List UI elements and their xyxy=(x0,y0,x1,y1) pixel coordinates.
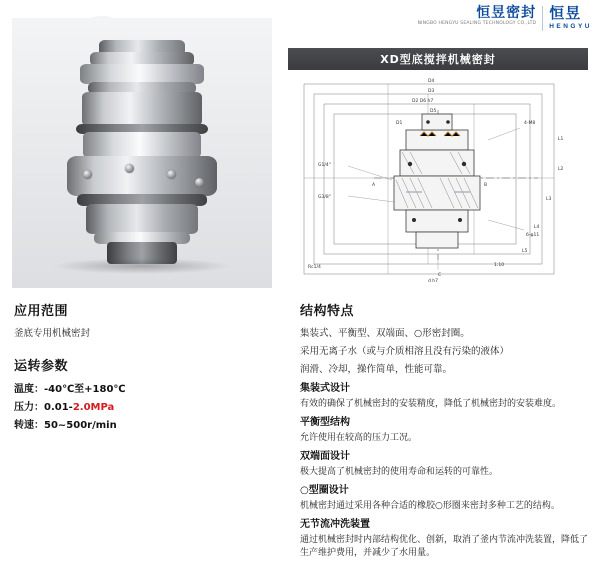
features-intro-line-1: 集装式、平衡型、双端面、○形密封圈。 xyxy=(300,328,470,339)
svg-text:D4: D4 xyxy=(428,79,435,84)
application-body: 釜底专用机械密封 xyxy=(14,328,91,339)
svg-text:6-φ11: 6-φ11 xyxy=(526,233,540,238)
parameter-row-speed xyxy=(14,418,282,433)
seal-bolt-icon xyxy=(83,170,92,179)
features-section xyxy=(300,300,590,562)
seal-bolt-icon xyxy=(167,170,176,179)
parameter-value-pressure-highlight: 2.0MPa xyxy=(72,402,115,413)
parameters-title: 运转参数 xyxy=(14,359,69,374)
svg-text:D1: D1 xyxy=(396,121,403,126)
svg-text:C: C xyxy=(438,273,442,278)
brand-cn-subtitle: NINGBO HENGYU SEALING TECHNOLOGY CO.,LTD xyxy=(417,21,537,26)
seal-part-lower-body xyxy=(86,204,198,234)
svg-text:L2: L2 xyxy=(558,167,564,172)
parameter-label-pressure: 压力： xyxy=(14,402,44,413)
parameter-label-temperature: 温度： xyxy=(14,384,44,395)
feature-body-cartridge: 有效的确保了机械密封的安装精度，降低了机械密封的安装难度。 xyxy=(300,399,562,409)
feature-head-no-throttle: 无节流冲洗装置 xyxy=(300,519,370,530)
svg-text:B: B xyxy=(484,183,488,188)
svg-text:G3/8": G3/8" xyxy=(318,195,331,200)
photo-shadow xyxy=(52,258,232,274)
parameter-row-temperature xyxy=(14,382,282,397)
technical-drawing xyxy=(288,70,588,288)
features-intro-line-3: 润滑、冷却，操作简单，性能可靠。 xyxy=(300,364,453,375)
drawing-title-bar: XD型底搅拌机械密封 xyxy=(288,48,588,70)
parameter-label-speed: 转速： xyxy=(14,420,44,431)
svg-text:D5: D5 xyxy=(430,109,437,114)
brand-logo-cn: 恒昱 xyxy=(549,4,582,22)
parameter-row-pressure xyxy=(14,400,282,415)
brand-chinese-block xyxy=(418,6,537,27)
feature-head-balanced: 平衡型结构 xyxy=(300,417,350,428)
svg-text:d h7: d h7 xyxy=(428,279,439,284)
svg-text:G1/4": G1/4" xyxy=(318,163,331,168)
seal-part-middle-body xyxy=(83,132,201,158)
features-intro-line-2: 采用无离子水（或与介质相溶且没有污染的液体） xyxy=(300,346,510,357)
svg-text:A: A xyxy=(372,183,376,188)
seal-bolt-icon xyxy=(125,164,134,173)
feature-body-balanced: 允许使用在较高的压力工况。 xyxy=(300,433,418,443)
seal-bolt-icon xyxy=(195,178,204,187)
brand-logo xyxy=(418,6,592,31)
svg-text:Rc1/4: Rc1/4 xyxy=(308,265,321,270)
application-section xyxy=(14,300,282,436)
features-title: 结构特点 xyxy=(300,304,355,319)
parameter-value-temperature: -40℃至+180℃ xyxy=(44,384,126,395)
svg-text:1:10: 1:10 xyxy=(494,263,505,268)
feature-head-cartridge: 集装式设计 xyxy=(300,383,350,394)
drawing-svg xyxy=(288,70,588,288)
mechanical-seal-illustration xyxy=(67,38,217,268)
seal-part-upper-body xyxy=(82,92,202,126)
brand-cn-name: 恒昱密封 xyxy=(476,5,537,21)
feature-body-double-face: 极大提高了机械密封的使用寿命和运转的可靠性。 xyxy=(300,467,499,477)
brand-logo-en: HENGYU xyxy=(549,23,592,30)
svg-text:L4: L4 xyxy=(534,225,540,230)
feature-body-no-throttle: 通过机械密封时内部结构优化、创新，取消了釜内节流冲洗装置，降低了生产维护费用，并减少了水用量。 xyxy=(300,535,589,558)
parameter-value-speed: 50~500r/min xyxy=(44,420,117,431)
svg-text:L5: L5 xyxy=(522,249,528,254)
svg-text:4-M8: 4-M8 xyxy=(524,121,536,126)
svg-text:D2 D6 h7: D2 D6 h7 xyxy=(412,99,434,104)
feature-body-oring: 机械密封通过采用各种合适的橡胶○形圈来密封多种工艺的结构。 xyxy=(300,501,560,511)
feature-head-oring: ○型圈设计 xyxy=(300,485,349,496)
brand-english-block xyxy=(542,6,592,31)
feature-head-double-face: 双端面设计 xyxy=(300,451,350,462)
seal-part-upper-flange xyxy=(80,64,204,84)
parameter-value-pressure: 0.01- xyxy=(44,402,73,413)
svg-text:L3: L3 xyxy=(546,197,552,202)
product-photo xyxy=(12,18,272,288)
svg-text:L1: L1 xyxy=(558,137,564,142)
svg-text:D3: D3 xyxy=(428,89,435,94)
application-title: 应用范围 xyxy=(14,304,69,319)
